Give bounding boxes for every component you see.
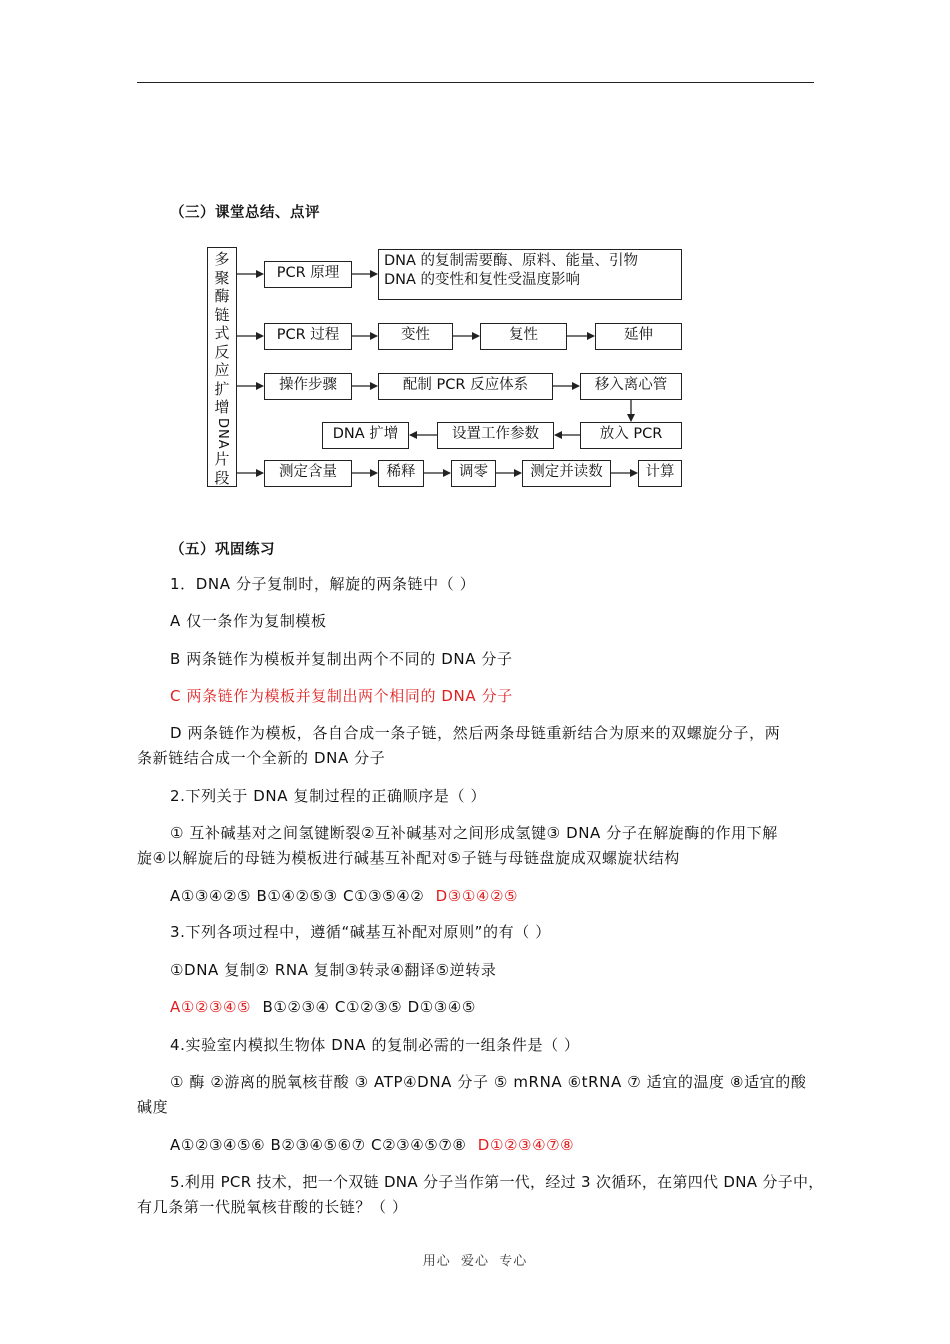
- node-put-pcr: 放入 PCR: [580, 422, 682, 449]
- question-1-option-d: D 两条链作为模板，各自合成一条子链，然后两条母链重新结合为原来的双螺旋分子，两: [170, 724, 781, 742]
- vertical-title-char: 段: [214, 468, 230, 487]
- question-3-stem: 3.下列各项过程中，遵循“碱基互补配对原则”的有（ ）: [170, 923, 551, 941]
- vertical-title-char: 酶: [214, 287, 230, 305]
- node-dna-amplify: DNA 扩增: [322, 422, 409, 449]
- question-3-items: ①DNA 复制② RNA 复制③转录④翻译⑤逆转录: [170, 961, 497, 979]
- question-1-option-c-answer: C 两条链作为模板并复制出两个相同的 DNA 分子: [170, 687, 513, 705]
- question-2-description: ① 互补碱基对之间氢键断裂②互补碱基对之间形成氢键③ DNA 分子在解旋酶的作用下解: [170, 824, 778, 842]
- question-2-stem: 2.下列关于 DNA 复制过程的正确顺序是（ ）: [170, 787, 487, 805]
- vertical-title-char: 聚: [214, 268, 230, 287]
- node-denature: 变性: [378, 323, 453, 350]
- question-4-answer: D①②③④⑦⑧: [477, 1136, 575, 1154]
- vertical-title-char: 增: [214, 398, 230, 416]
- question-2-answer: D③①④②⑤: [435, 887, 519, 905]
- page-footer: 用心 爱心 专心: [422, 1254, 528, 1269]
- question-4-choices: A①②③④⑤⑥ B②③④⑤⑥⑦ C②③④⑤⑦⑧: [170, 1136, 467, 1154]
- question-5-stem-cont: 有几条第一代脱氧核苷酸的长链？（ ）: [137, 1198, 408, 1216]
- node-transfer-tube: 移入离心管: [580, 373, 682, 400]
- node-measure-read: 测定并读数: [522, 460, 611, 487]
- question-2-description-cont: 旋④以解旋后的母链为模板进行碱基互补配对⑤子链与母链盘旋成双螺旋状结构: [137, 849, 680, 867]
- question-4-items-cont: 碱度: [137, 1098, 169, 1116]
- node-prepare-system: 配制 PCR 反应体系: [378, 373, 553, 400]
- vertical-title-char: DNA: [215, 417, 230, 450]
- node-set-params: 设置工作参数: [437, 422, 554, 449]
- diagram-arrows: [0, 0, 950, 600]
- question-3-options: [170, 995, 476, 1019]
- node-measure-content: 测定含量: [264, 460, 352, 487]
- question-4-stem: 4.实验室内模拟生物体 DNA 的复制必需的一组条件是（ ）: [170, 1036, 580, 1054]
- node-pcr-principle: PCR 原理: [264, 261, 352, 288]
- vertical-title-char: 扩: [214, 379, 230, 398]
- question-5-stem: 5.利用 PCR 技术，把一个双链 DNA 分子当作第一代，经过 3 次循环，在第四代 DNA 分子中，: [170, 1173, 824, 1191]
- question-1-option-b: B 两条链作为模板并复制出两个不同的 DNA 分子: [170, 650, 513, 668]
- question-1-option-a: A 仅一条作为复制模板: [170, 612, 327, 630]
- node-pcr-process: PCR 过程: [264, 323, 352, 350]
- vertical-title-char: 多: [214, 250, 230, 268]
- node-operation-steps: 操作步骤: [264, 373, 352, 400]
- question-3-choices: B①②③④ C①②③⑤ D①③④⑤: [262, 998, 476, 1016]
- principle-detail-line: DNA 的复制需要酶、原料、能量、引物: [384, 253, 639, 269]
- vertical-title-char: 链: [214, 305, 230, 324]
- question-2-options: [170, 884, 518, 908]
- vertical-title-char: 片: [214, 450, 230, 469]
- section-heading-summary: （三）课堂总结、点评: [170, 205, 320, 221]
- section-heading-exercises: （五）巩固练习: [170, 542, 275, 558]
- node-dilute: 稀释: [378, 460, 424, 487]
- question-4-items: ① 酶 ②游离的脱氧核苷酸 ③ ATP④DNA 分子 ⑤ mRNA ⑥tRNA ⑦ 适宜的温度 ⑧适宜的酸: [170, 1073, 807, 1091]
- question-3-answer: A①②③④⑤: [170, 998, 252, 1016]
- question-4-options: [170, 1133, 574, 1157]
- vertical-title-char: 反: [214, 342, 230, 361]
- question-1-stem: 1．DNA 分子复制时，解旋的两条链中（ ）: [170, 575, 476, 593]
- question-2-choices: A①③④②⑤ B①④②⑤③ C①③⑤④②: [170, 887, 425, 905]
- question-1-option-d-cont: 条新链结合成一个全新的 DNA 分子: [137, 749, 386, 767]
- vertical-title-char: 应: [214, 361, 230, 379]
- principle-detail-line: DNA 的变性和复性受温度影响: [384, 272, 581, 288]
- node-zero: 调零: [451, 460, 496, 487]
- node-renature: 复性: [480, 323, 567, 350]
- node-extend: 延伸: [595, 323, 682, 350]
- vertical-title-char: 式: [214, 324, 230, 342]
- node-calculate: 计算: [638, 460, 682, 487]
